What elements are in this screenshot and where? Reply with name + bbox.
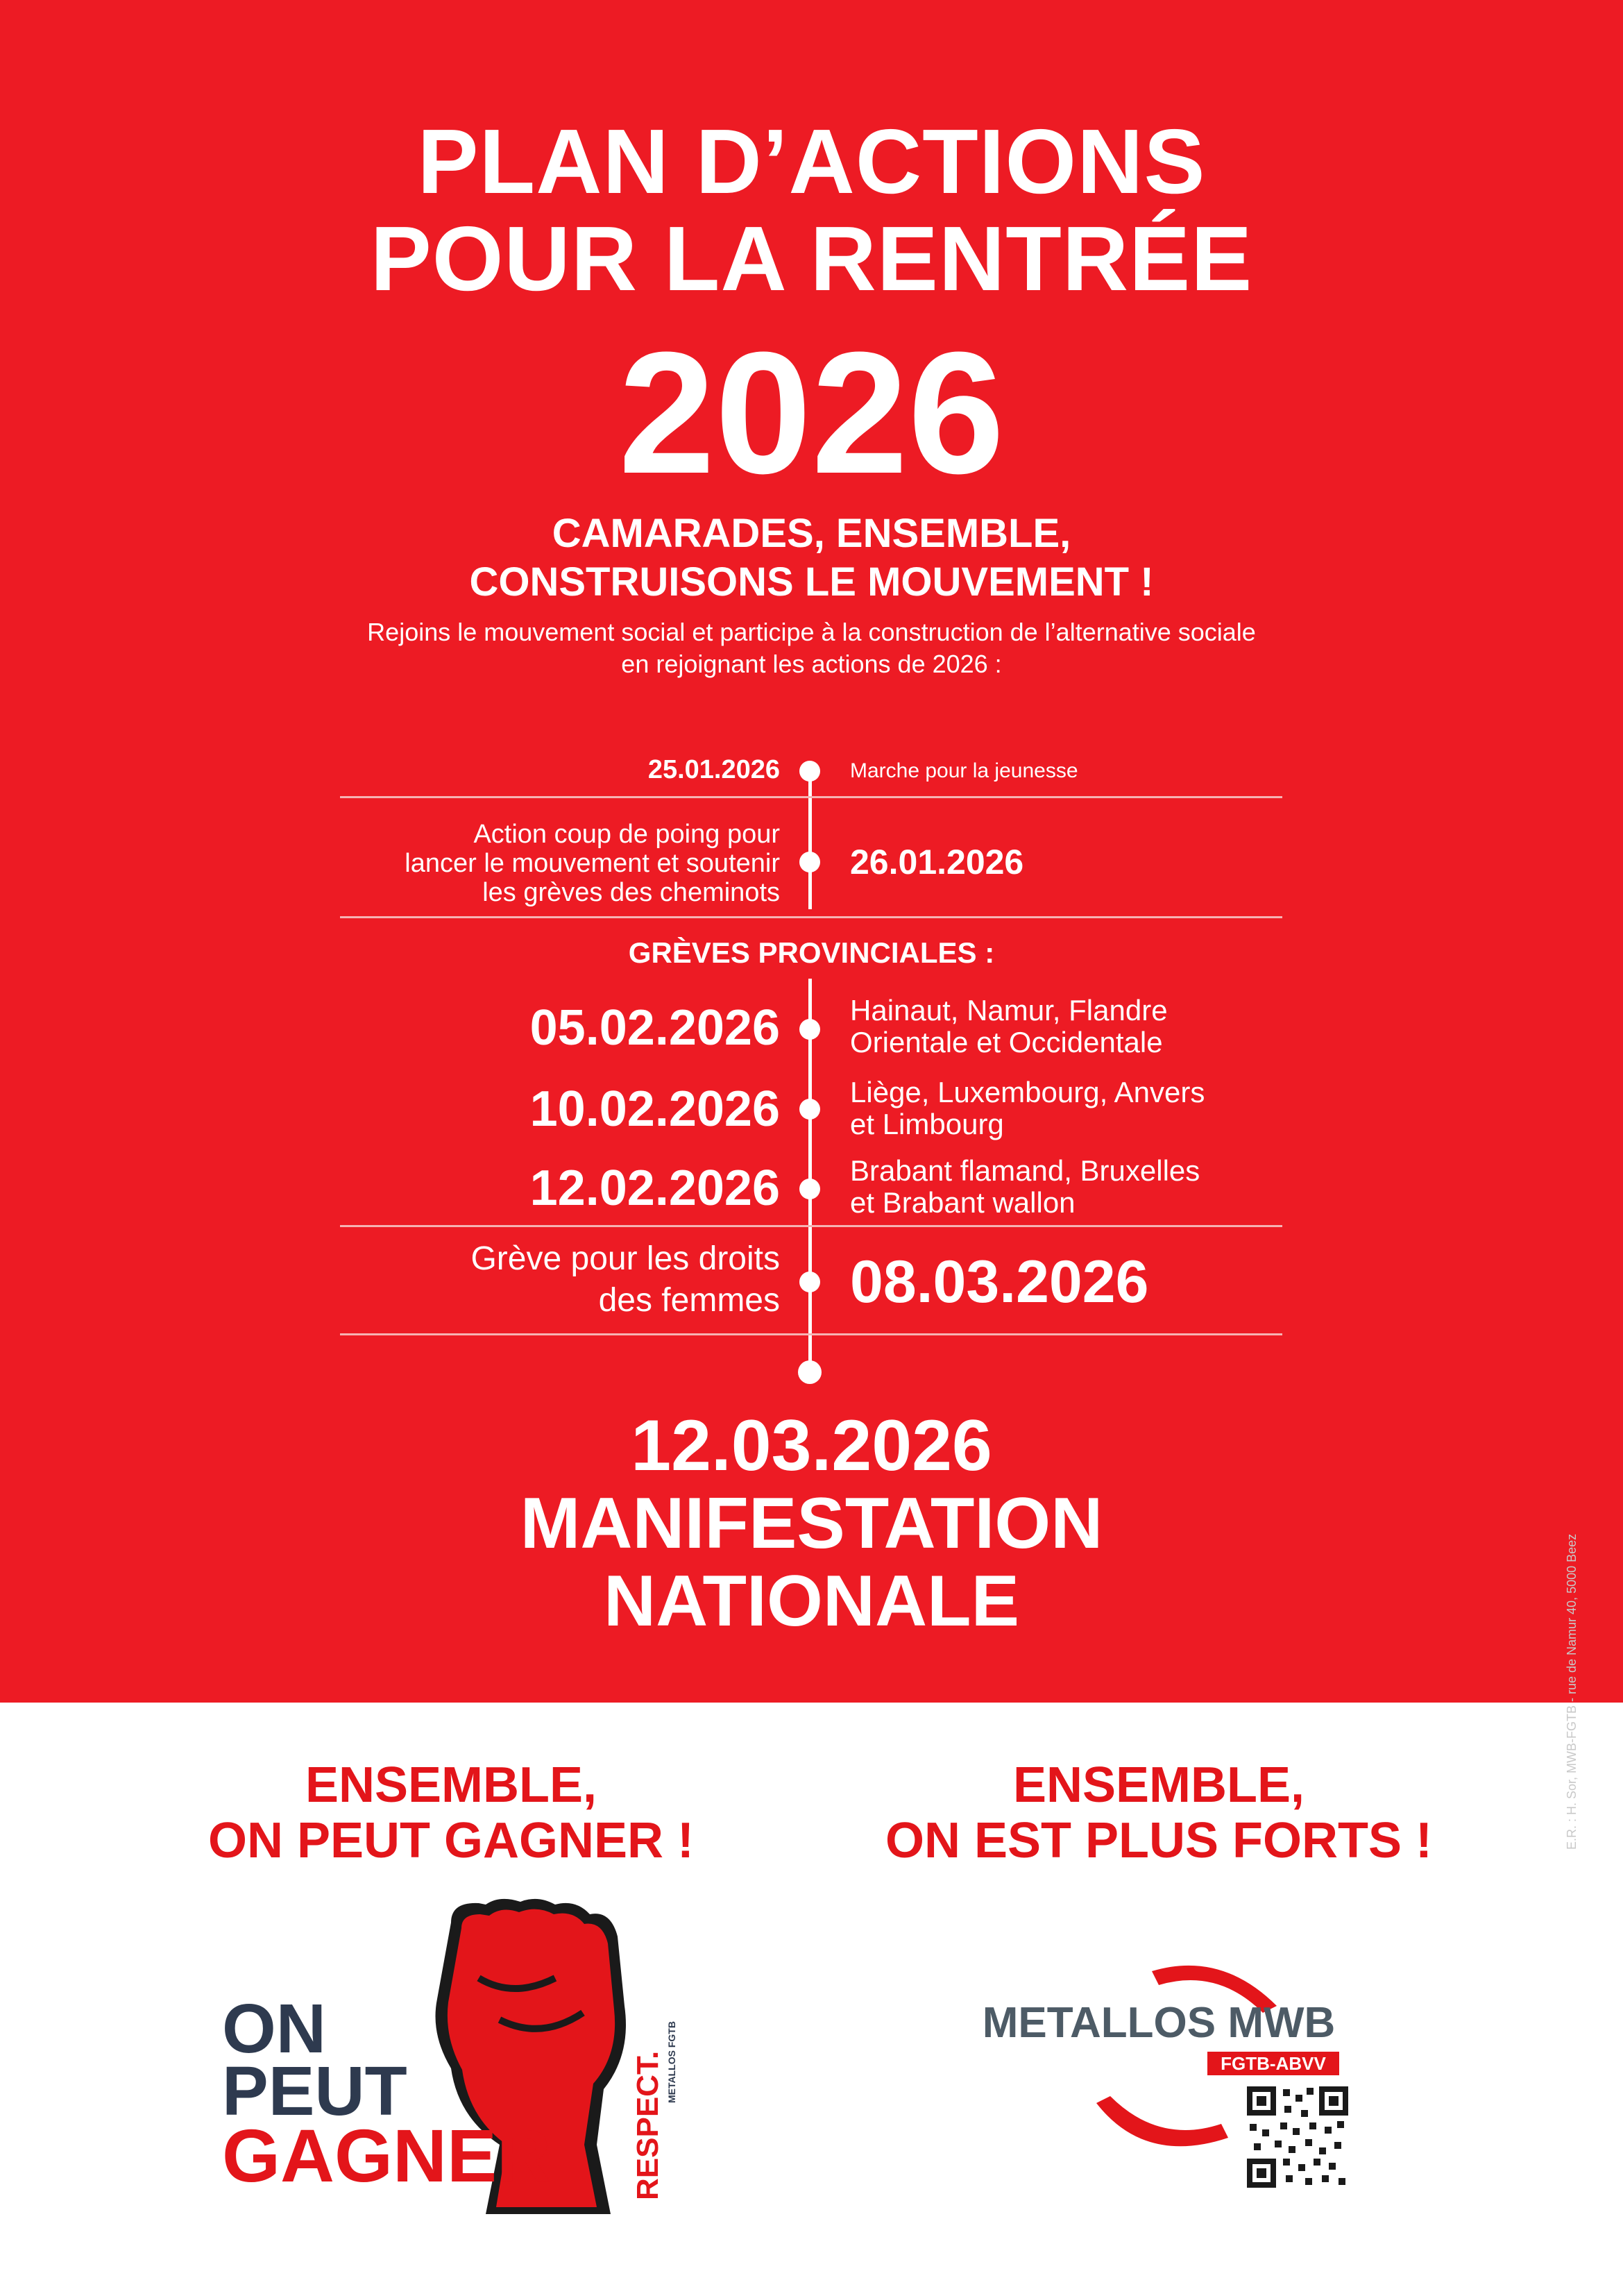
timeline-dot [799,1099,820,1120]
qr-code[interactable] [1247,2086,1348,2188]
logo-tag-fgtb: FGTB-ABVV [1207,2052,1339,2075]
legal-notice: E.R. : H. Sor, MWB-FGTB - rue de Namur 40, 5000 Beez [1565,1533,1579,1850]
event-text: Marche pour la jeunesse [850,759,1078,782]
logo-text-metallos-small: METALLOS FGTB [666,2021,677,2103]
timeline-line-top [808,770,812,909]
divider [340,1225,1282,1227]
timeline-dot [799,852,820,872]
timeline-dot [799,1272,820,1292]
event-date: 26.01.2026 [850,843,1024,881]
event-text-line2: des femmes [598,1282,780,1319]
page-title-line2: POUR LA RENTRÉE [370,208,1253,310]
timeline-end-dot [798,1360,822,1384]
divider [340,916,1282,918]
final-date: 12.03.2026 [631,1406,992,1486]
final-line1: MANIFESTATION [520,1483,1103,1564]
event-text-line2: et Limbourg [850,1108,1004,1140]
page-year: 2026 [618,316,1005,509]
page-title-line1: PLAN D’ACTIONS [417,110,1206,212]
event-text-line2: et Brabant wallon [850,1186,1076,1219]
timeline-dot [799,1179,820,1199]
logo-text-metallos-mwb: METALLOS MWB [982,1999,1336,2047]
right-slogan-line2: ON EST PLUS FORTS ! [885,1813,1433,1868]
logo-text-respect: RESPECT. [631,2050,665,2200]
subtitle-line2: CONSTRUISONS LE MOUVEMENT ! [469,559,1154,605]
event-text-line3: les grèves des cheminots [482,878,780,907]
logo-text-peut: PEUT [222,2052,407,2130]
event-date: 10.02.2026 [529,1081,780,1137]
intro-line1: Rejoins le mouvement social et participe à la construction de l’alternative sociale [367,618,1256,646]
event-text-line2: lancer le mouvement et soutenir [405,849,780,878]
event-date: 25.01.2026 [647,755,780,784]
intro-line2: en rejoignant les actions de 2026 : [621,650,1002,678]
on-peut-gagner-logo [222,1895,694,2214]
event-date: 05.02.2026 [529,1000,780,1056]
timeline-dot [799,761,820,782]
event-text-line2: Orientale et Occidentale [850,1026,1163,1058]
event-text-line1: Grève pour les droits [470,1240,780,1277]
timeline-dot [799,1019,820,1040]
event-date: 08.03.2026 [850,1249,1149,1315]
left-slogan-line1: ENSEMBLE, [305,1757,597,1813]
logo-text-on: ON [222,1990,326,2068]
divider [340,796,1282,798]
left-slogan-line2: ON PEUT GAGNER ! [207,1813,695,1868]
event-text-line1: Liège, Luxembourg, Anvers [850,1076,1205,1108]
event-date: 12.02.2026 [529,1160,780,1216]
event-text-line1: Action coup de poing pour [473,820,780,849]
event-text-line1: Brabant flamand, Bruxelles [850,1154,1200,1187]
subtitle-line1: CAMARADES, ENSEMBLE, [552,511,1071,556]
logo-text-gagner: GAGNER [222,2113,552,2197]
event-text-line1: Hainaut, Namur, Flandre [850,994,1168,1027]
final-line2: NATIONALE [604,1561,1019,1641]
provincial-heading: GRÈVES PROVINCIALES : [628,936,995,969]
right-slogan-line1: ENSEMBLE, [1012,1757,1305,1813]
divider [340,1333,1282,1335]
